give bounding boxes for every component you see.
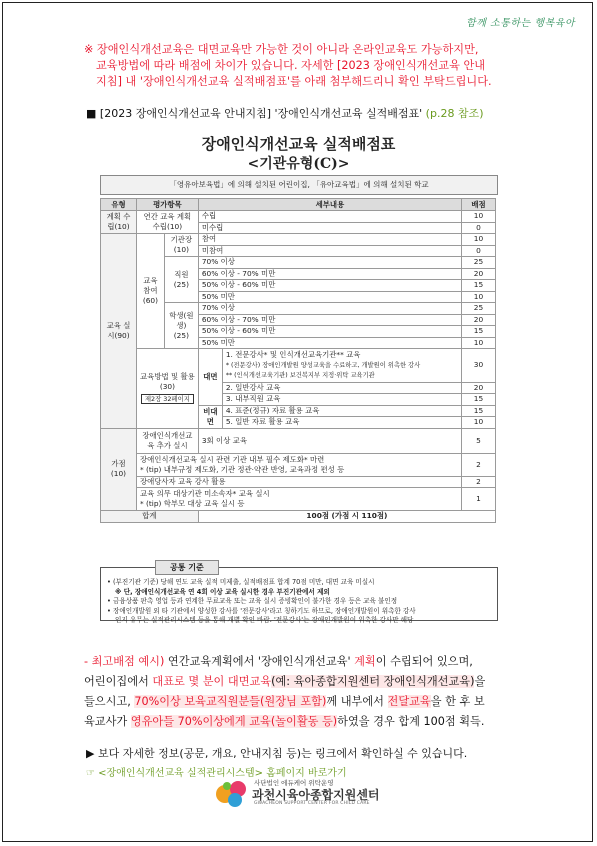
- extra-item: 장애인식개선교육 추가 실시: [136, 428, 198, 453]
- table-cell: 70% 이상: [198, 303, 461, 315]
- example-text: 연간교육계획에서 '장애인식개선교육': [164, 655, 351, 668]
- example-highlight: 영유아들 70%이상에게 교육(놀이활동 등): [130, 715, 338, 728]
- table-row: [101, 428, 496, 453]
- score-cell: 0: [462, 222, 496, 234]
- example-text: 께 내부에서: [326, 695, 388, 708]
- head-item: 기관장(10): [164, 234, 198, 257]
- standard-line: 인지 유무는 실적관리시스템 등을 통해 개별 확인 바람. '전문강사'는 장애인개발원이 위촉한 강사만 해당: [115, 616, 414, 624]
- example-text: 어린이집에서: [84, 675, 149, 688]
- max-score-example: [84, 652, 514, 732]
- table-cell: 미참여: [198, 245, 461, 257]
- header-type: 유형: [101, 199, 137, 211]
- method-page-tag: 제2장 32페이지: [141, 394, 194, 404]
- score-cell: 20: [462, 268, 496, 280]
- example-highlight: 대표로 몇 분이 대면교육: [148, 675, 272, 688]
- slogan: 함께 소통하는 행복육아: [466, 18, 575, 29]
- face-label: 대면: [198, 349, 222, 406]
- header-detail: 세부내용: [198, 199, 461, 211]
- common-standard-title: 공통 기준: [155, 560, 219, 575]
- section-page-ref: (p.28 참조): [425, 107, 484, 120]
- table-cell: 50% 미만: [198, 337, 461, 349]
- score-cell: 25: [462, 303, 496, 315]
- score-cell: 2: [462, 476, 496, 488]
- bonus-note: * (tip) 내부규정 제도화, 기관 정관·약관 반영, 교육과정 편성 등: [139, 464, 345, 474]
- score-cell: 10: [462, 337, 496, 349]
- notice-line-1: ※ 장애인식개선교육은 대면교육만 가능한 것이 아니라 온라인교육도 가능하지만,: [84, 43, 479, 56]
- table-cell: 수립: [198, 211, 461, 223]
- example-line-2: [84, 672, 514, 692]
- table-cell: 5. 일반 자료 활용 교육: [222, 417, 461, 429]
- bonus-type: 가점 (10): [101, 428, 137, 511]
- total-value: 100점 (가점 시 110점): [198, 511, 495, 523]
- more-info-text: ▶ 보다 자세한 정보(공문, 개요, 안내지침 등)는 링크에서 확인하실 수 있습니다.: [86, 747, 468, 760]
- student-item: 학생(원생) (25): [164, 303, 198, 349]
- section-heading: [86, 105, 483, 121]
- face-detail-1: [222, 349, 461, 383]
- score-cell: 15: [462, 405, 496, 417]
- example-highlight: 계획: [350, 655, 376, 668]
- total-label: 합계: [101, 511, 199, 523]
- scope-box: 「영유아보육법」에 의해 설치된 어린이집, 「유아교육법」에 의해 설치된 학교: [100, 175, 498, 195]
- logo-name: 과천시육아종합지원센터: [252, 788, 380, 802]
- doc-title: 장애인식개선교육 실적배점표: [201, 135, 396, 153]
- standard-line: • (부진기관 기준) 당해 연도 교육 실적 미제출, 실적배점표 합계 70점 미만, 대면 교육 미실시: [107, 578, 375, 586]
- table-cell: 3. 내부직원 교육: [222, 394, 461, 406]
- table-cell: 참여: [198, 234, 461, 246]
- bonus-detail-2: [136, 453, 461, 476]
- notice: [84, 42, 554, 90]
- score-table: [100, 198, 496, 523]
- bonus-note: * (tip) 학부모 대상 교육 실시 등: [139, 499, 245, 508]
- example-line-4: [84, 712, 514, 732]
- face-detail-note: ** (인식개선교육기관) 보건복지부 지정·위탁 교육기관: [225, 372, 375, 379]
- nonface-label: 비대면: [198, 405, 222, 428]
- extra-detail: 3회 이상 교육: [198, 428, 461, 453]
- bonus-line: 장애인식개선교육 실시 관련 기관 내부 필수 제도화* 마련: [139, 454, 325, 464]
- example-highlight: 전달교육: [387, 695, 431, 708]
- score-cell: 2: [462, 453, 496, 476]
- exec-type: 교육 실시(90): [101, 234, 137, 429]
- example-text: 들으시고,: [84, 695, 135, 708]
- table-cell: 70% 이상: [198, 257, 461, 269]
- table-cell: 60% 이상 - 70% 미만: [198, 314, 461, 326]
- table-row: [101, 476, 496, 488]
- plan-item: 연간 교육 계획 수립(10): [136, 211, 198, 234]
- score-cell: 1: [462, 488, 496, 511]
- example-dash: -: [84, 655, 92, 668]
- example-text: 을: [474, 675, 486, 688]
- score-cell: 20: [462, 314, 496, 326]
- example-text: 육교사가: [84, 715, 131, 728]
- example-label: 최고배점 예시): [91, 655, 165, 668]
- table-row: [101, 234, 496, 246]
- system-homepage-link[interactable]: ☞ <장애인식개선교육 실적관리시스템> 홈페이지 바로가기: [86, 768, 347, 779]
- section-label: [2023 장애인식개선교육 안내지침] '장애인식개선교육 실적배점표': [99, 107, 423, 120]
- standard-line: • 금융상품 판촉 영업 등과 연계한 무료교육 또는 교육 실시 증빙확인이 불가한 경우 등은 교육 불인정: [107, 597, 398, 605]
- doc-subtitle: <기관유형(C)>: [247, 156, 350, 172]
- table-header-row: [101, 199, 496, 211]
- table-cell: 2. 일반강사 교육: [222, 382, 461, 394]
- table-cell: 60% 이상 - 70% 미만: [198, 268, 461, 280]
- table-cell: 50% 미만: [198, 291, 461, 303]
- example-highlight: 70%이상 보육교직원분들(원장님 포함): [134, 695, 327, 708]
- method-item: [136, 349, 198, 429]
- table-cell: 장애당사자 교육 강사 활용: [136, 476, 461, 488]
- score-cell: 10: [462, 234, 496, 246]
- example-text: 을 한 후 보: [430, 695, 485, 708]
- logo-english: GWACHEON SUPPORT CENTER FOR CHILD CARE: [254, 801, 370, 806]
- score-cell: 20: [462, 382, 496, 394]
- common-standard-list: [107, 578, 491, 626]
- table-cell: 4. 표준(정규) 자료 활용 교육: [222, 405, 461, 417]
- header-item: 평가항목: [136, 199, 198, 211]
- score-cell: 0: [462, 245, 496, 257]
- table-total-row: [101, 511, 496, 523]
- example-text: 이 수립되어 있으며,: [375, 655, 473, 668]
- table-cell: 50% 이상 - 60% 미만: [198, 326, 461, 338]
- participation-item: 교육 참여 (60): [136, 234, 164, 349]
- score-cell: 10: [462, 211, 496, 223]
- standard-line: • 장애인개발원 외 타 기관에서 양성한 강사를 '전문강사'라고 칭하기도 하므로, 장애인개발원이 위촉한 강사: [107, 606, 416, 615]
- method-label: 교육방법 및 활용(30): [140, 372, 195, 392]
- score-cell: 15: [462, 280, 496, 292]
- table-cell: 미수립: [198, 222, 461, 234]
- score-cell: 10: [462, 417, 496, 429]
- score-cell: 15: [462, 394, 496, 406]
- section-bullet: ■: [86, 107, 97, 120]
- table-cell: 50% 이상 - 60% 미만: [198, 280, 461, 292]
- bonus-detail-4: [136, 488, 461, 511]
- notice-line-2: 교육방법에 따라 배점에 차이가 있습니다. 자세한 [2023 장애인식개선교육 안내: [96, 59, 486, 72]
- bonus-line: 교육 의무 대상기관 미소속자* 교육 실시: [139, 489, 270, 498]
- score-cell: 10: [462, 291, 496, 303]
- face-detail-note: * (전문강사) 장애인개발원 양성교육을 수료하고, 개발원이 위촉한 강사: [225, 361, 421, 369]
- example-text: 하였을 경우 합계 100점 획득.: [337, 715, 485, 728]
- logo-operator: 사단법인 에듀케어 위탁운영: [254, 779, 334, 787]
- notice-line-3: 지침] 내 '장애인식개선교육 실적배점표'를 아래 첨부해드리니 확인 부탁드립니다.: [96, 75, 492, 88]
- face-detail-line: 1. 전문강사* 및 인식개선교육기관** 교육: [225, 350, 361, 359]
- example-line-1: [84, 652, 514, 672]
- table-row: [101, 349, 496, 383]
- header-score: 배점: [462, 199, 496, 211]
- example-marked: (예: 육아종합지원센터 장애인식개선교육): [271, 675, 475, 688]
- common-standard-box: [100, 563, 498, 624]
- score-cell: 30: [462, 349, 496, 383]
- center-logo: [214, 778, 384, 808]
- table-row: [101, 453, 496, 476]
- table-row: [101, 488, 496, 511]
- example-line-3: [84, 692, 514, 712]
- standard-line: ※ 단, 장애인식개선교육 연 4회 이상 교육 실시한 경우 부진기관에서 제외: [115, 587, 330, 596]
- center-logo-icon: [214, 778, 250, 808]
- score-cell: 25: [462, 257, 496, 269]
- table-row: [101, 211, 496, 223]
- score-cell: 5: [462, 428, 496, 453]
- staff-item: 직원(25): [164, 257, 198, 303]
- plan-type: 계획 수립(10): [101, 211, 137, 234]
- score-cell: 15: [462, 326, 496, 338]
